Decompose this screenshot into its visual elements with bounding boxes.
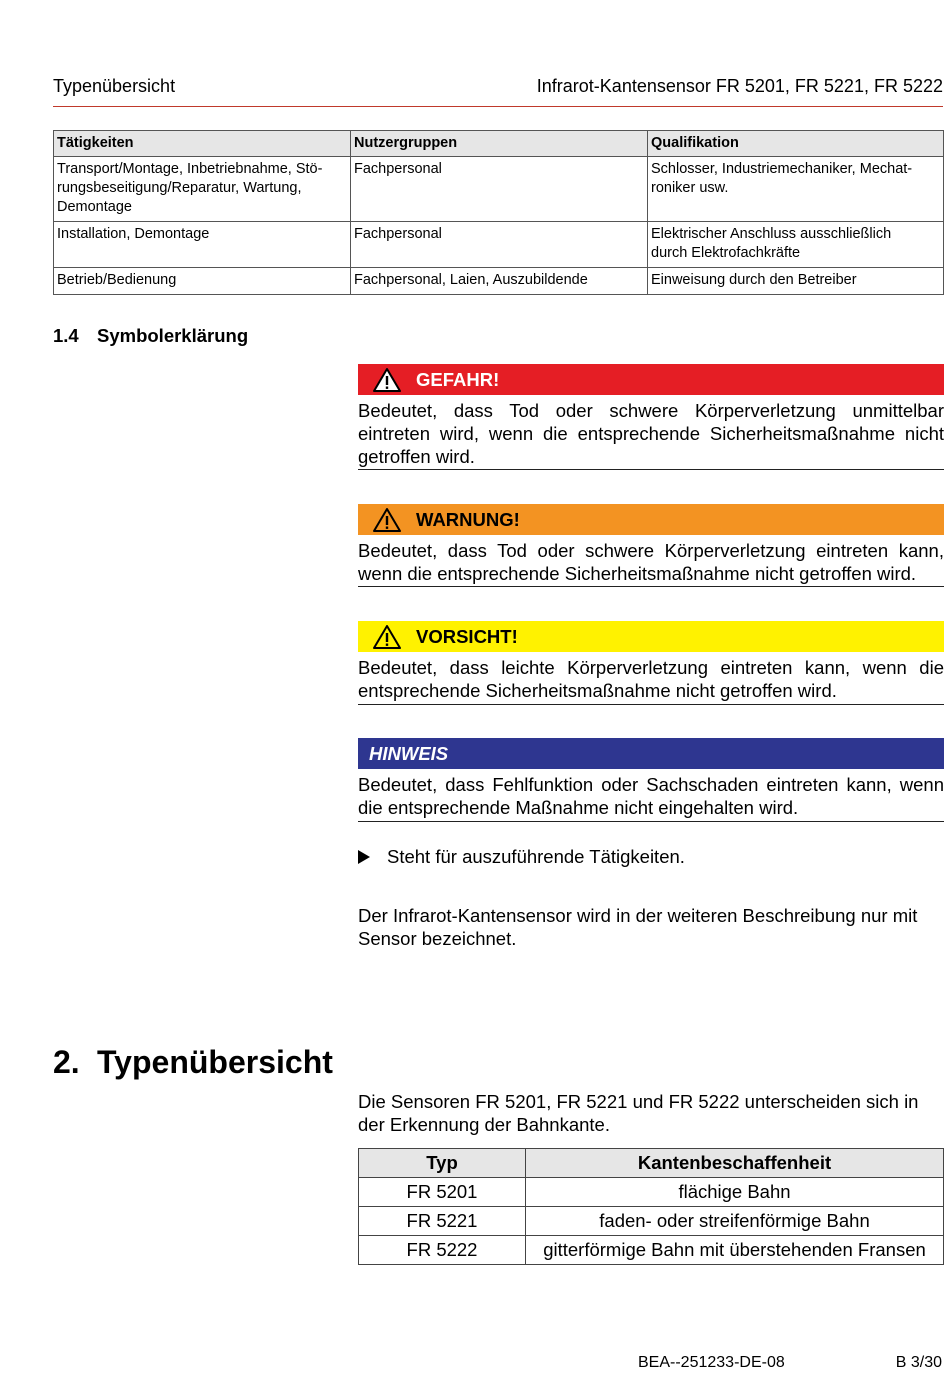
table-cell: Schlosser, Industriemechaniker, Mechat- roniker usw. <box>648 157 944 222</box>
action-step-text: Steht für auszuführende Tätigkeiten. <box>387 846 685 867</box>
warning-rule <box>358 586 944 587</box>
types-table <box>358 1148 944 1265</box>
table-header-row <box>359 1149 944 1178</box>
warning-triangle-icon <box>358 364 416 395</box>
table-cell: Einweisung durch den Betreiber <box>648 268 944 295</box>
danger-signal-bar <box>358 364 944 395</box>
table-cell: flächige Bahn <box>526 1178 944 1207</box>
table-row <box>54 222 944 268</box>
column-header-type: Typ <box>359 1149 526 1178</box>
warning-description: Bedeutet, dass Tod oder schwere Körperverletzung eintreten kann, wenn die entsprechende Sicherheitsmaßnahme nicht getroffen wird. <box>358 540 944 584</box>
notice-label: HINWEIS <box>369 742 449 764</box>
section-heading-2 <box>53 1044 333 1081</box>
header-divider <box>53 106 943 107</box>
table-header-row <box>54 131 944 157</box>
table-row <box>54 268 944 295</box>
danger-description: Bedeutet, dass Tod oder schwere Körperverletzung unmittelbar eintreten wird, wenn die entsprechende Sicherheitsmaßnahme nicht getroffen wird. <box>358 400 944 467</box>
warning-triangle-icon <box>358 621 416 652</box>
section-title: Symbolerklärung <box>97 325 249 346</box>
table-row <box>359 1178 944 1207</box>
table-cell: faden- oder streifenförmige Bahn <box>526 1207 944 1236</box>
table-row <box>54 157 944 222</box>
caution-signal-bar <box>358 621 944 652</box>
header-right-title: Infrarot-Kantensensor FR 5201, FR 5221, FR 5222 <box>536 76 943 96</box>
table-cell: Installation, Demontage <box>54 222 351 268</box>
warning-signal-bar <box>358 504 944 535</box>
table-cell: FR 5201 <box>359 1178 526 1207</box>
table-cell: FR 5221 <box>359 1207 526 1236</box>
warning-triangle-icon <box>358 504 416 535</box>
section-number: 1.4 <box>53 325 79 346</box>
table-cell: Betrieb/Bedienung <box>54 268 351 295</box>
sensor-note: Der Infrarot-Kantensensor wird in der weiteren Beschreibung nur mit Sensor bezeichnet. <box>358 905 918 949</box>
table-cell: Fachpersonal, Laien, Auszubildende <box>351 268 648 295</box>
action-step <box>358 846 685 868</box>
caution-label: VORSICHT! <box>416 625 518 647</box>
header-left-title: Typenübersicht <box>53 76 176 96</box>
table-cell: Fachpersonal <box>351 222 648 268</box>
section-title: Typenübersicht <box>97 1044 333 1080</box>
table-cell: gitterförmige Bahn mit überstehenden Fransen <box>526 1236 944 1265</box>
section-heading-1-4 <box>53 325 248 347</box>
notice-description: Bedeutet, dass Fehlfunktion oder Sachschaden eintreten kann, wenn die entsprechende Maßnahme nicht eingehalten wird. <box>358 774 944 818</box>
table-row <box>359 1207 944 1236</box>
section-number: 2. <box>53 1044 80 1080</box>
roles-table <box>53 130 944 295</box>
section-2-intro: Die Sensoren FR 5201, FR 5221 und FR 5222 unterscheiden sich in der Erkennung der Bahnkante. <box>358 1091 919 1135</box>
danger-label: GEFAHR! <box>416 368 500 390</box>
column-header-qualification: Qualifikation <box>648 131 944 157</box>
table-cell: Fachpersonal <box>351 157 648 222</box>
column-header-activities: Tätigkeiten <box>54 131 351 157</box>
column-header-edge-properties: Kantenbeschaffenheit <box>526 1149 944 1178</box>
caution-description: Bedeutet, dass leichte Körperverletzung eintreten kann, wenn die entsprechende Sicherheitsmaßnahme nicht getroffen wird. <box>358 657 944 701</box>
footer-document-id: BEA--251233-DE-08 <box>638 1354 785 1371</box>
footer-page-number: B 3/30 <box>895 1354 942 1371</box>
caution-rule <box>358 704 944 705</box>
danger-rule <box>358 469 944 470</box>
triangle-bullet-icon <box>358 850 370 864</box>
column-header-user-groups: Nutzergruppen <box>351 131 648 157</box>
table-row <box>359 1236 944 1265</box>
warning-label: WARNUNG! <box>416 508 520 530</box>
table-cell: Elektrischer Anschluss ausschließlich durch Elektrofachkräfte <box>648 222 944 268</box>
table-cell: FR 5222 <box>359 1236 526 1265</box>
notice-signal-bar <box>358 738 944 769</box>
notice-rule <box>358 821 944 822</box>
table-cell: Transport/Montage, Inbetriebnahme, Stö- rungsbeseitigung/Reparatur, Wartung, Demontage <box>54 157 351 222</box>
